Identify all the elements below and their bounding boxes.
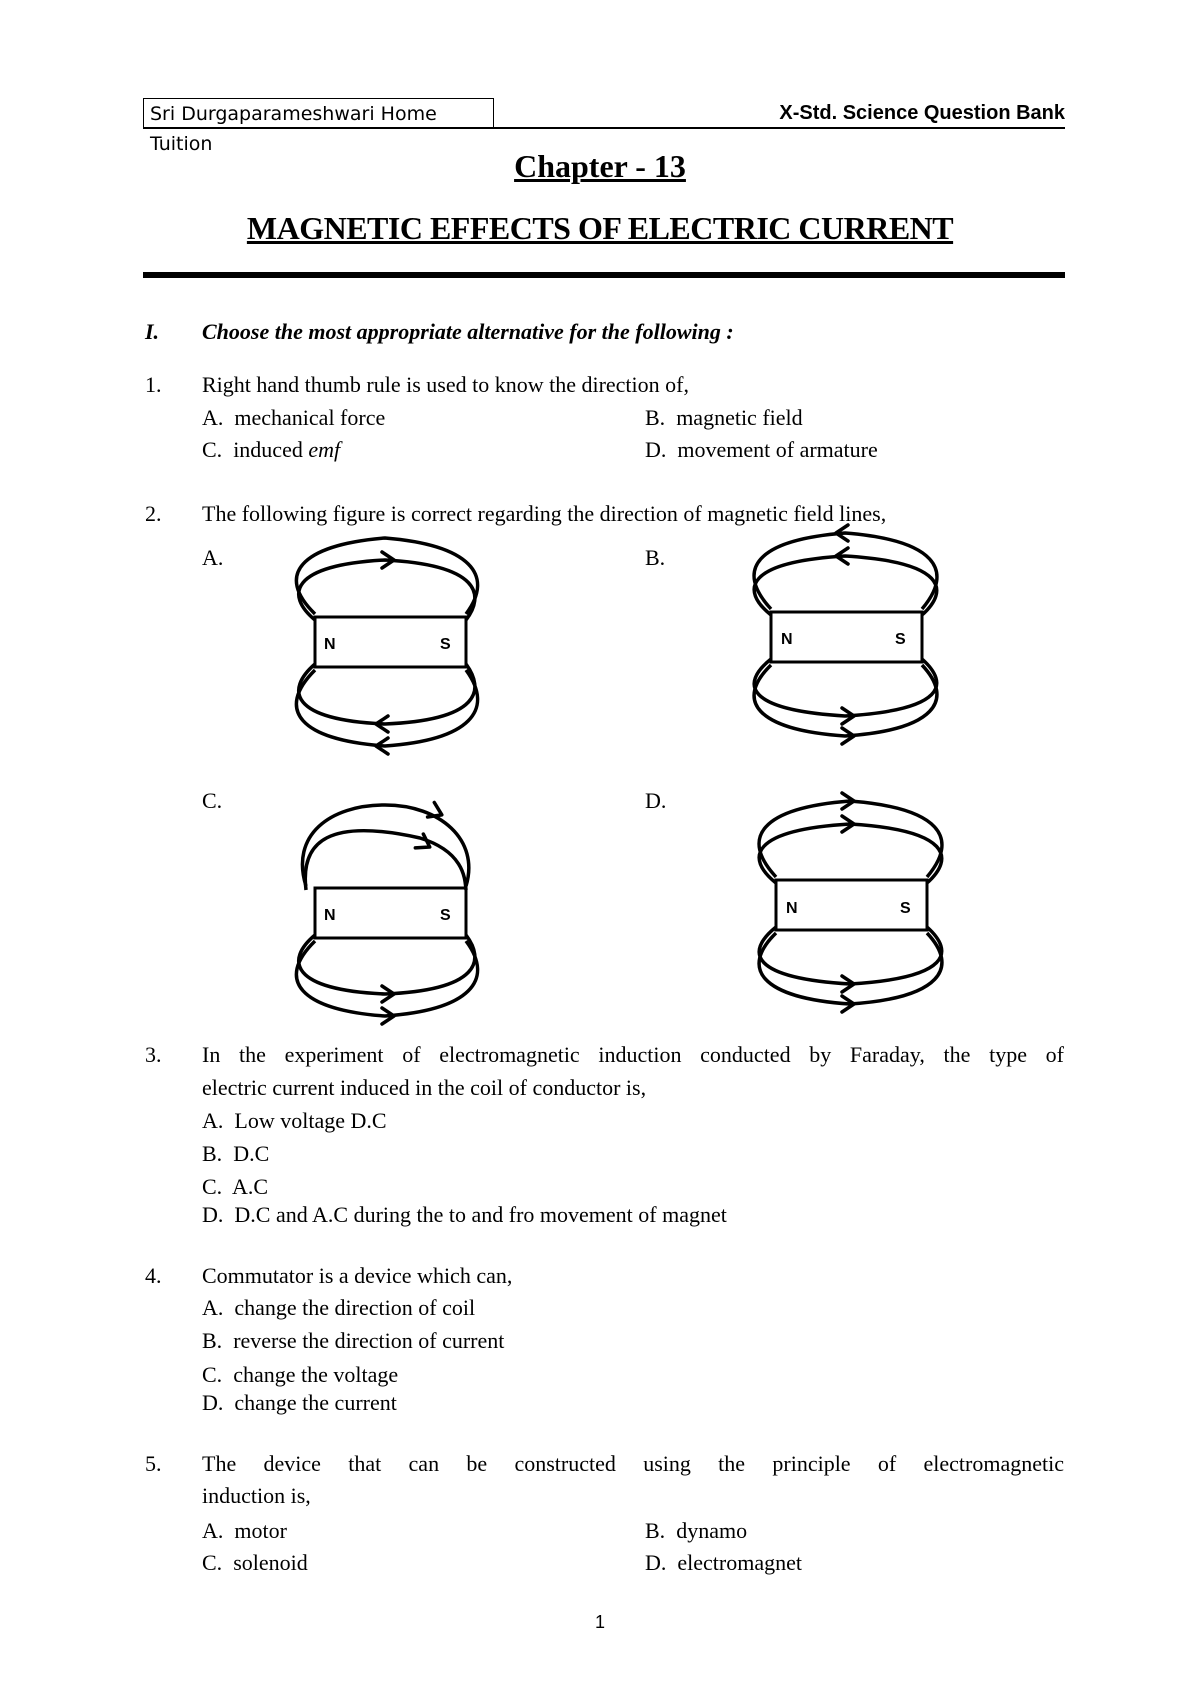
- question-5-text-line1: The device that can be constructed using the principle of electromagnetic: [202, 1451, 1064, 1476]
- question-3-option-a: A. Low voltage D.C: [202, 1108, 387, 1133]
- question-4-option-a: A. change the direction of coil: [202, 1295, 476, 1320]
- question-2-text: The following figure is correct regarding the direction of magnetic field lines,: [202, 501, 887, 526]
- figure-a-north: N: [324, 636, 336, 653]
- question-4-option-b: B. reverse the direction of current: [202, 1328, 505, 1353]
- question-4-text: Commutator is a device which can,: [202, 1263, 513, 1288]
- question-5-option-a: A. motor: [202, 1518, 287, 1543]
- question-2-number: 2.: [145, 501, 162, 526]
- question-5-text-line2: induction is,: [202, 1483, 311, 1508]
- question-3-option-b: B. D.C: [202, 1141, 270, 1166]
- question-3-number: 3.: [145, 1042, 162, 1067]
- question-1-option-a: A. mechanical force: [202, 405, 386, 430]
- question-2-option-d-label: D.: [645, 788, 667, 813]
- question-1-option-c: C. induced emf: [202, 437, 341, 462]
- question-3-text-line2: electric current induced in the coil of conductor is,: [202, 1075, 647, 1100]
- figure-a-south: S: [440, 636, 451, 653]
- question-5-option-c: C. solenoid: [202, 1550, 308, 1575]
- question-5-number: 5.: [145, 1451, 162, 1476]
- question-1-option-d: D. movement of armature: [645, 437, 878, 462]
- section-number: I.: [145, 319, 160, 344]
- figure-c-north: N: [324, 907, 336, 924]
- figure-b-south: S: [895, 631, 906, 648]
- question-3-text-line1: In the experiment of electromagnetic induction conducted by Faraday, the type of: [202, 1042, 1064, 1067]
- chapter-heading: Chapter - 13: [514, 148, 686, 184]
- question-3-option-d: D. D.C and A.C during the to and fro movement of magnet: [202, 1202, 727, 1227]
- question-3-option-c: C. A.C: [202, 1174, 269, 1199]
- question-1-option-b: B. magnetic field: [645, 405, 803, 430]
- figure-c-south: S: [440, 907, 451, 924]
- question-1-number: 1.: [145, 372, 162, 397]
- question-1-text: Right hand thumb rule is used to know the direction of,: [202, 372, 689, 397]
- question-5-option-b: B. dynamo: [645, 1518, 748, 1543]
- header-tuition-name: Sri Durgaparameshwari Home Tuition: [143, 98, 494, 128]
- question-4-option-c: C. change the voltage: [202, 1362, 399, 1387]
- question-4-number: 4.: [145, 1263, 162, 1288]
- figure-b-north: N: [781, 631, 793, 648]
- question-4-option-d: D. change the current: [202, 1390, 397, 1415]
- figure-d-north: N: [786, 900, 798, 917]
- page-title: MAGNETIC EFFECTS OF ELECTRIC CURRENT: [246, 210, 954, 246]
- question-2-option-b-label: B.: [645, 545, 666, 570]
- header-question-bank: X-Std. Science Question Bank: [779, 102, 1065, 124]
- question-5-option-d: D. electromagnet: [645, 1550, 802, 1575]
- page-number: 1: [594, 1612, 605, 1632]
- question-2-option-a-label: A.: [202, 545, 224, 570]
- figure-d-south: S: [900, 900, 911, 917]
- question-2-option-c-label: C.: [202, 788, 223, 813]
- section-instruction: Choose the most appropriate alternative for the following :: [202, 319, 734, 344]
